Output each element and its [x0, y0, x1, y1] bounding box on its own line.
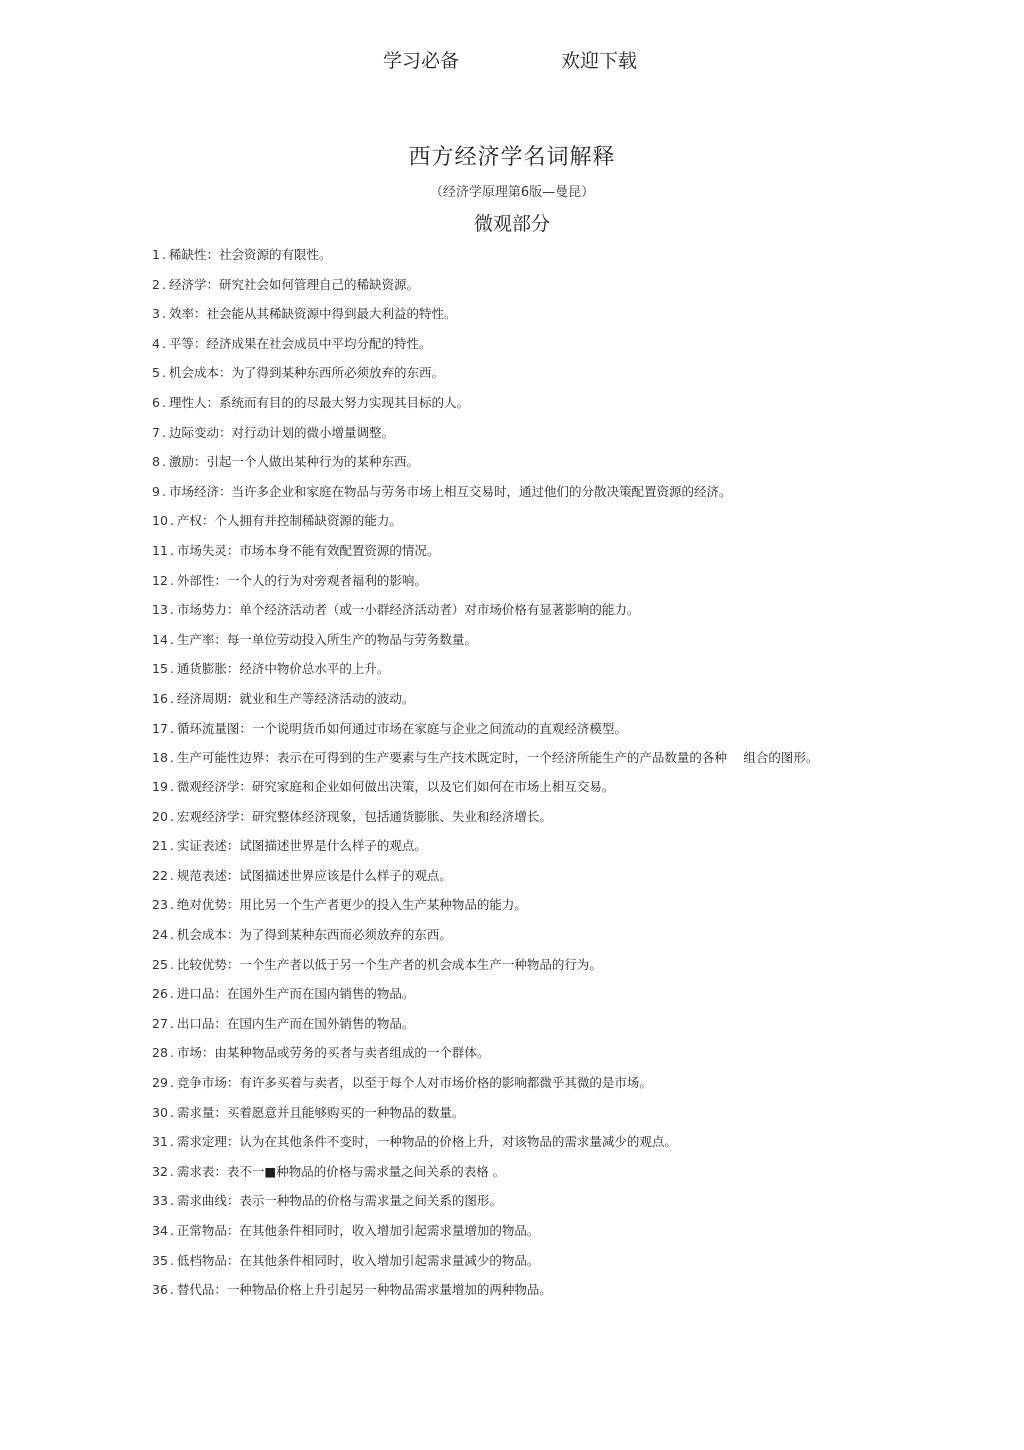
term-number: 10 — [152, 513, 168, 529]
term-item — [152, 654, 842, 684]
term-number: 34 — [152, 1223, 168, 1238]
term-definition: 机会成本：为了得到某种东西所必须放弃的东西。 — [168, 365, 444, 381]
term-item — [152, 1098, 842, 1128]
header-left-text: 学习必备 — [383, 50, 460, 72]
term-definition: 正常物品：在其他条件相同时，收入增加引起需求量增加的物品。 — [176, 1223, 540, 1238]
term-item — [152, 714, 842, 744]
term-definition: 出口品：在国内生产而在国外销售的物品。 — [176, 1015, 415, 1031]
term-separator: . — [161, 365, 166, 381]
term-separator: . — [169, 867, 174, 883]
term-separator: . — [169, 1015, 174, 1031]
term-separator: . — [169, 631, 174, 647]
term-separator: . — [161, 454, 166, 470]
term-definition: 低档物品：在其他条件相同时，收入增加引起需求量减少的物品。 — [176, 1252, 540, 1268]
term-item — [152, 329, 842, 359]
term-definition: 竞争市场：有许多买着与卖者，以至于每个人对市场价格的影响都微乎其微的是市场。 — [176, 1075, 652, 1091]
term-number: 20 — [152, 808, 168, 824]
term-item — [152, 1009, 842, 1039]
term-number: 23 — [152, 897, 168, 913]
term-item — [152, 1186, 842, 1216]
term-separator: . — [161, 394, 166, 410]
term-separator: . — [169, 1134, 174, 1150]
term-definition: 产权：个人拥有并控制稀缺资源的能力。 — [176, 513, 402, 529]
term-definition: 外部性：一个人的行为对旁观者福利的影响。 — [176, 572, 427, 588]
term-number: 9 — [152, 483, 160, 499]
term-definition: 边际变动：对行动计划的微小增量调整。 — [168, 424, 394, 440]
term-separator: . — [161, 483, 166, 499]
section-heading: 微观部分 — [473, 213, 550, 235]
header-right-text: 欢迎下载 — [561, 50, 638, 72]
term-item — [152, 1216, 842, 1246]
term-definition: 进口品：在国外生产而在国内销售的物品。 — [176, 986, 415, 1002]
term-number: 14 — [152, 631, 168, 647]
term-number: 32 — [152, 1163, 168, 1179]
term-item — [152, 950, 842, 980]
term-item — [152, 684, 842, 714]
term-item — [152, 536, 842, 566]
term-definition: 替代品：一种物品价格上升引起另一种物品需求量增加的两种物品。 — [176, 1282, 552, 1298]
term-separator: . — [169, 956, 174, 972]
term-number: 2 — [152, 276, 160, 292]
term-definition: 效率：社会能从其稀缺资源中得到最大利益的特性。 — [168, 306, 457, 322]
term-item — [152, 299, 842, 329]
term-item — [152, 358, 842, 388]
term-number: 22 — [152, 867, 168, 883]
term-item — [152, 270, 842, 300]
term-separator: . — [169, 690, 174, 706]
term-separator: . — [169, 808, 174, 824]
term-number: 21 — [152, 838, 168, 854]
term-definition: 绝对优势：用比另一个生产者更少的投入生产某种物品的能力。 — [176, 897, 527, 913]
term-item — [152, 743, 842, 772]
term-number: 7 — [152, 424, 160, 440]
term-item — [152, 772, 842, 802]
term-number: 6 — [152, 394, 160, 410]
term-definition: 需求曲线：表示一种物品的价格与需求量之间关系的图形。 — [176, 1193, 502, 1209]
term-separator: . — [169, 1075, 174, 1091]
term-definition: 需求量：买着愿意并且能够购买的一种物品的数量。 — [176, 1104, 465, 1120]
term-separator: . — [169, 661, 174, 677]
term-separator: . — [169, 542, 174, 558]
term-number: 24 — [152, 927, 168, 943]
term-definition: 市场势力：单个经济活动者（或一小群经济活动者）对市场价格有显著影响的能力。 — [176, 602, 640, 618]
term-definition: 生产可能性边界：表示在可得到的生产要素与生产技术既定时，一个经济所能生产的产品数量的各种 组合的图形。 — [176, 750, 819, 766]
term-number: 12 — [152, 572, 168, 588]
term-definition: 市场：由某种物品或劳务的买者与卖者组成的一个群体。 — [176, 1045, 490, 1061]
term-separator: . — [169, 927, 174, 943]
term-separator: . — [169, 838, 174, 854]
term-definition: 激励：引起一个人做出某种行为的某种东西。 — [168, 454, 419, 470]
term-separator: . — [169, 513, 174, 529]
term-number: 15 — [152, 661, 168, 677]
term-number: 29 — [152, 1075, 168, 1091]
term-separator: . — [161, 276, 166, 292]
term-item — [152, 861, 842, 891]
term-definition: 宏观经济学：研究整体经济现象，包括通货膨胀、失业和经济增长。 — [176, 808, 552, 824]
term-item — [152, 1157, 842, 1187]
term-item — [152, 1246, 842, 1276]
term-list — [152, 240, 842, 1305]
term-item — [152, 890, 842, 920]
term-number: 31 — [152, 1134, 168, 1150]
term-item — [152, 506, 842, 536]
term-separator: . — [169, 572, 174, 588]
term-definition: 实证表述：试图描述世界是什么样子的观点。 — [176, 838, 427, 854]
term-separator: . — [169, 1163, 174, 1179]
term-item — [152, 1275, 842, 1305]
term-number: 28 — [152, 1045, 168, 1061]
term-number: 17 — [152, 720, 168, 736]
term-definition: 机会成本：为了得到某种东西而必须放弃的东西。 — [176, 927, 452, 943]
term-definition: 经济学：研究社会如何管理自己的稀缺资源。 — [168, 276, 419, 292]
term-item — [152, 477, 842, 507]
term-number: 19 — [152, 779, 168, 795]
term-separator: . — [169, 986, 174, 1002]
term-number: 27 — [152, 1015, 168, 1031]
term-separator: . — [161, 335, 166, 351]
term-definition: 需求表：表不一■种物品的价格与需求量之间关系的表格 。 — [176, 1163, 506, 1179]
term-separator: . — [169, 1193, 174, 1209]
term-number: 4 — [152, 335, 160, 351]
term-item — [152, 1068, 842, 1098]
term-number: 35 — [152, 1252, 168, 1268]
term-number: 36 — [152, 1282, 168, 1298]
term-definition: 通货膨胀：经济中物价总水平的上升。 — [176, 661, 390, 677]
term-separator: . — [169, 1104, 174, 1120]
term-separator: . — [161, 424, 166, 440]
term-item — [152, 447, 842, 477]
term-item — [152, 1038, 842, 1068]
term-item — [152, 625, 842, 655]
term-item — [152, 831, 842, 861]
term-number: 13 — [152, 602, 168, 618]
term-separator: . — [169, 750, 174, 766]
term-definition: 生产率：每一单位劳动投入所生产的物品与劳务数量。 — [176, 631, 477, 647]
term-separator: . — [169, 1045, 174, 1061]
term-number: 3 — [152, 306, 160, 322]
term-separator: . — [169, 720, 174, 736]
term-definition: 平等：经济成果在社会成员中平均分配的特性。 — [168, 335, 432, 351]
term-definition: 市场失灵：市场本身不能有效配置资源的情况。 — [176, 542, 440, 558]
term-item — [152, 920, 842, 950]
term-definition: 经济周期：就业和生产等经济活动的波动。 — [176, 690, 415, 706]
term-number: 1 — [152, 247, 160, 262]
term-number: 26 — [152, 986, 168, 1002]
term-separator: . — [169, 602, 174, 618]
term-number: 25 — [152, 956, 168, 972]
term-item — [152, 566, 842, 596]
term-item — [152, 418, 842, 448]
term-definition: 市场经济：当许多企业和家庭在物品与劳务市场上相互交易时，通过他们的分散决策配置资源的经济。 — [168, 483, 732, 499]
term-definition: 微观经济学：研究家庭和企业如何做出决策，以及它们如何在市场上相互交易。 — [176, 779, 615, 795]
term-number: 30 — [152, 1104, 168, 1120]
term-separator: . — [161, 306, 166, 322]
term-definition: 比较优势：一个生产者以低于另一个生产者的机会成本生产一种物品的行为。 — [176, 956, 602, 972]
term-separator: . — [169, 1223, 174, 1238]
term-definition: 理性人：系统而有目的的尽最大努力实现其目标的人。 — [168, 394, 469, 410]
term-definition: 循环流量图：一个说明货币如何通过市场在家庭与企业之间流动的直观经济模型。 — [176, 720, 627, 736]
document-title: 西方经济学名词解释 — [408, 145, 616, 170]
term-definition: 规范表述：试图描述世界应该是什么样子的观点。 — [176, 867, 452, 883]
term-separator: . — [161, 247, 166, 262]
term-item — [152, 240, 842, 270]
term-item — [152, 979, 842, 1009]
term-number: 8 — [152, 454, 160, 470]
term-number: 18 — [152, 750, 168, 766]
page-header — [0, 46, 1024, 74]
term-item — [152, 1127, 842, 1157]
term-item — [152, 595, 842, 625]
term-number: 33 — [152, 1193, 168, 1209]
term-separator: . — [169, 779, 174, 795]
term-number: 5 — [152, 365, 160, 381]
term-number: 11 — [152, 542, 168, 558]
term-separator: . — [169, 897, 174, 913]
term-number: 16 — [152, 690, 168, 706]
term-definition: 需求定理：认为在其他条件不变时，一种物品的价格上升，对该物品的需求量减少的观点。 — [176, 1134, 677, 1150]
term-definition: 稀缺性：社会资源的有限性。 — [168, 247, 332, 262]
term-item — [152, 388, 842, 418]
term-separator: . — [169, 1282, 174, 1298]
term-separator: . — [169, 1252, 174, 1268]
term-item — [152, 802, 842, 832]
document-subtitle: （经济学原理第6版—曼昆） — [429, 185, 595, 200]
